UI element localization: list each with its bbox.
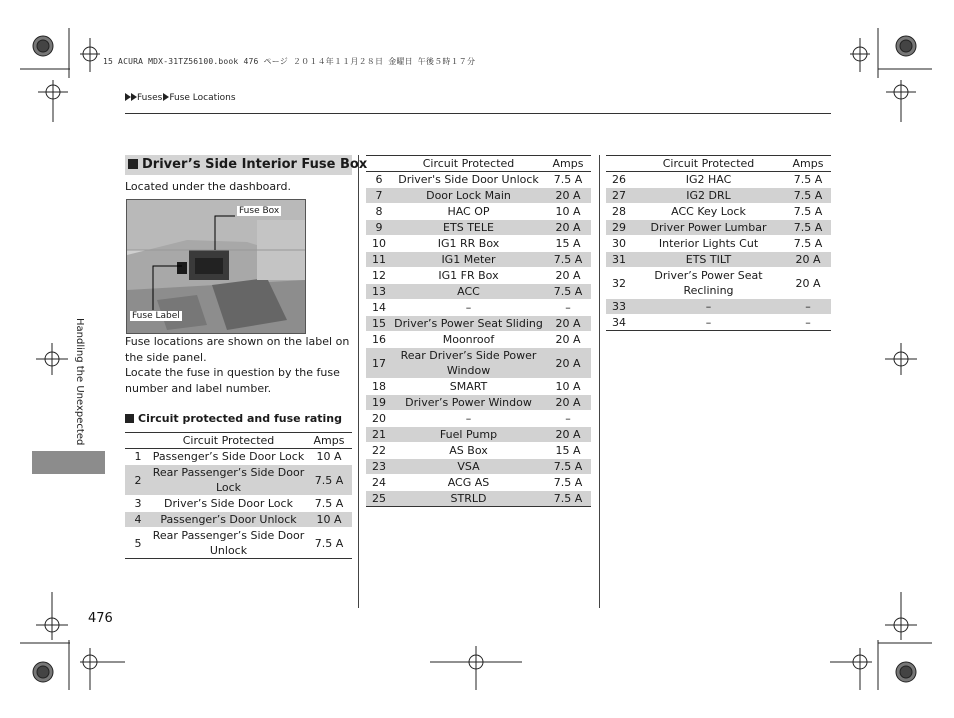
fuse-row <box>125 512 352 528</box>
fuse-amps: 7.5 A <box>785 236 831 252</box>
fuse-row <box>606 236 831 252</box>
fuse-amps: 20 A <box>545 332 591 348</box>
fuse-circuit: ACC <box>392 284 545 300</box>
fuse-number: 3 <box>125 496 151 512</box>
fuse-row <box>125 465 352 496</box>
fuse-circuit: IG1 Meter <box>392 252 545 268</box>
fuse-row <box>125 449 352 465</box>
fuse-row <box>606 172 831 188</box>
fuse-row <box>366 332 591 348</box>
fuse-amps: 7.5 A <box>545 459 591 475</box>
square-bullet-icon <box>128 159 138 169</box>
fuse-row <box>366 379 591 395</box>
fuse-table-3 <box>606 155 831 331</box>
fuse-circuit: Rear Passenger’s Side Door Lock <box>152 466 305 494</box>
fuse-circuit: Interior Lights Cut <box>632 236 785 252</box>
fuse-row <box>366 475 591 491</box>
fuse-table-1 <box>125 432 352 559</box>
fuse-amps: 20 A <box>545 268 591 284</box>
fuse-number: 12 <box>366 268 392 284</box>
fuse-amps: 20 A <box>545 316 591 332</box>
fuse-number: 26 <box>606 172 632 188</box>
col-number <box>125 433 151 449</box>
fuse-circuit: – <box>632 315 785 331</box>
fuse-number: 7 <box>366 188 392 204</box>
fuse-row <box>606 204 831 220</box>
fuse-row <box>366 172 591 188</box>
page-number: 476 <box>88 611 113 626</box>
breadcrumb-item-fuse-locations[interactable]: Fuse Locations <box>169 93 236 103</box>
fuse-amps: 7.5 A <box>785 188 831 204</box>
fuse-circuit: Moonroof <box>392 332 545 348</box>
fuse-amps: 7.5 A <box>545 252 591 268</box>
fuse-row <box>366 459 591 475</box>
fuse-circuit: IG1 RR Box <box>392 236 545 252</box>
fuse-amps: 10 A <box>545 204 591 220</box>
fuse-amps: 7.5 A <box>306 465 352 496</box>
fuse-circuit: Fuel Pump <box>392 427 545 443</box>
subheading: Circuit protected and fuse rating <box>125 412 342 425</box>
fuse-circuit: – <box>392 411 545 427</box>
fuse-row <box>366 316 591 332</box>
fuse-circuit: Door Lock Main <box>392 188 545 204</box>
fuse-box-photo <box>126 199 306 334</box>
fuse-row <box>366 395 591 411</box>
fuse-row <box>366 491 591 507</box>
fuse-number: 13 <box>366 284 392 300</box>
fuse-number: 33 <box>606 299 632 315</box>
fuse-number: 17 <box>366 348 392 379</box>
col-number <box>366 156 392 172</box>
fuse-circuit: STRLD <box>392 491 545 507</box>
col-circuit: Circuit Protected <box>151 433 306 449</box>
col-circuit: Circuit Protected <box>632 156 785 172</box>
fuse-circuit: Rear Passenger’s Side Door Unlock <box>152 529 305 557</box>
fuse-amps: – <box>545 300 591 316</box>
fuse-row <box>606 268 831 299</box>
fuse-number: 9 <box>366 220 392 236</box>
fuse-circuit: IG1 FR Box <box>392 268 545 284</box>
fuse-box-callout: Fuse Box <box>239 206 280 216</box>
chapter-tab[interactable] <box>32 451 105 474</box>
fuse-table-2 <box>366 155 591 507</box>
fuse-amps: 20 A <box>785 268 831 299</box>
fuse-circuit: Driver’s Power Seat Sliding <box>392 316 545 332</box>
fuse-circuit: ETS TILT <box>632 252 785 268</box>
fuse-number: 1 <box>125 449 151 465</box>
fuse-row <box>366 188 591 204</box>
fuse-row <box>366 427 591 443</box>
fuse-number: 34 <box>606 315 632 331</box>
fuse-number: 14 <box>366 300 392 316</box>
fuse-number: 20 <box>366 411 392 427</box>
fuse-number: 19 <box>366 395 392 411</box>
fuse-row <box>606 188 831 204</box>
fuse-amps: – <box>545 411 591 427</box>
header-rule <box>125 113 831 114</box>
fuse-number: 29 <box>606 220 632 236</box>
fuse-circuit: Driver's Side Door Unlock <box>392 172 545 188</box>
fuse-row <box>366 236 591 252</box>
fuse-circuit: AS Box <box>392 443 545 459</box>
column-divider <box>599 155 600 608</box>
fuse-number: 8 <box>366 204 392 220</box>
col-number <box>606 156 632 172</box>
fuse-number: 28 <box>606 204 632 220</box>
fuse-amps: 7.5 A <box>785 220 831 236</box>
fuse-circuit: ETS TELE <box>392 220 545 236</box>
fuse-circuit: Driver’s Side Door Lock <box>151 496 306 512</box>
fuse-circuit: SMART <box>392 379 545 395</box>
fuse-amps: 7.5 A <box>785 172 831 188</box>
paragraph-locate-fuse: Locate the fuse in question by the fuse number and label number. <box>125 366 340 395</box>
fuse-amps: – <box>785 315 831 331</box>
fuse-row <box>606 220 831 236</box>
section-title: Driver’s Side Interior Fuse Box <box>125 155 352 175</box>
fuse-number: 27 <box>606 188 632 204</box>
fuse-amps: 7.5 A <box>545 491 591 507</box>
fuse-number: 32 <box>606 268 632 299</box>
column-divider <box>358 155 359 608</box>
fuse-row <box>606 252 831 268</box>
fuse-circuit: Rear Driver’s Side Power Window <box>392 348 545 379</box>
fuse-circuit: – <box>632 299 785 315</box>
fuse-amps: – <box>785 299 831 315</box>
fuse-row <box>366 348 591 379</box>
fuse-amps: 7.5 A <box>306 528 352 559</box>
fuse-amps: 10 A <box>306 449 352 465</box>
fuse-amps: 10 A <box>545 379 591 395</box>
chapter-side-label: Handling the Unexpected <box>74 318 85 446</box>
col-amps: Amps <box>306 433 352 449</box>
fuse-circuit: Driver’s Power Seat Reclining <box>632 268 785 299</box>
fuse-row <box>366 443 591 459</box>
fuse-number: 5 <box>125 528 151 559</box>
breadcrumb <box>125 93 236 103</box>
fuse-amps: 20 A <box>545 348 591 379</box>
fuse-amps: 15 A <box>545 443 591 459</box>
fuse-row <box>125 528 352 559</box>
location-text: Located under the dashboard. <box>125 180 291 193</box>
fuse-number: 18 <box>366 379 392 395</box>
fuse-amps: 20 A <box>785 252 831 268</box>
fuse-circuit: VSA <box>392 459 545 475</box>
fuse-amps: 10 A <box>306 512 352 528</box>
paragraph-label-location: Fuse locations are shown on the label on the side panel. <box>125 335 350 364</box>
fuse-row <box>366 268 591 284</box>
fuse-circuit: IG2 HAC <box>632 172 785 188</box>
fuse-amps: 15 A <box>545 236 591 252</box>
fuse-row <box>366 300 591 316</box>
fuse-row <box>366 252 591 268</box>
fuse-number: 24 <box>366 475 392 491</box>
fuse-amps: 20 A <box>545 188 591 204</box>
fuse-row <box>366 411 591 427</box>
fuse-number: 15 <box>366 316 392 332</box>
print-header: 15 ACURA MDX-31TZ56100.book 476 ページ ２０１４年１１月２８日 金曜日 午後５時１７分 <box>103 57 476 66</box>
fuse-amps: 7.5 A <box>545 284 591 300</box>
fuse-number: 6 <box>366 172 392 188</box>
breadcrumb-item-fuses[interactable]: Fuses <box>137 93 163 103</box>
square-bullet-icon <box>125 414 134 423</box>
fuse-row <box>606 299 831 315</box>
fuse-row <box>125 496 352 512</box>
fuse-number: 31 <box>606 252 632 268</box>
fuse-number: 4 <box>125 512 151 528</box>
fuse-amps: 20 A <box>545 220 591 236</box>
fuse-label-callout: Fuse Label <box>132 311 180 321</box>
fuse-circuit: Driver’s Power Window <box>392 395 545 411</box>
fuse-number: 11 <box>366 252 392 268</box>
fuse-circuit: Passenger’s Door Unlock <box>151 512 306 528</box>
col-amps: Amps <box>545 156 591 172</box>
fuse-number: 10 <box>366 236 392 252</box>
fuse-circuit: Passenger’s Side Door Lock <box>152 450 305 463</box>
fuse-amps: 7.5 A <box>785 204 831 220</box>
fuse-number: 22 <box>366 443 392 459</box>
fuse-circuit: HAC OP <box>392 204 545 220</box>
fuse-number: 16 <box>366 332 392 348</box>
col-circuit: Circuit Protected <box>392 156 545 172</box>
fuse-number: 21 <box>366 427 392 443</box>
fuse-circuit: IG2 DRL <box>632 188 785 204</box>
fuse-row <box>366 220 591 236</box>
fuse-circuit: – <box>392 300 545 316</box>
fuse-circuit: Driver Power Lumbar <box>632 220 785 236</box>
fuse-number: 25 <box>366 491 392 507</box>
fuse-amps: 7.5 A <box>545 475 591 491</box>
fuse-number: 30 <box>606 236 632 252</box>
fuse-amps: 20 A <box>545 427 591 443</box>
fuse-amps: 20 A <box>545 395 591 411</box>
fuse-row <box>606 315 831 331</box>
fuse-row <box>366 204 591 220</box>
fuse-circuit: ACC Key Lock <box>632 204 785 220</box>
fuse-amps: 7.5 A <box>306 496 352 512</box>
fuse-number: 2 <box>125 465 151 496</box>
fuse-row <box>366 284 591 300</box>
fuse-number: 23 <box>366 459 392 475</box>
fuse-circuit: ACG AS <box>392 475 545 491</box>
fuse-amps: 7.5 A <box>545 172 591 188</box>
col-amps: Amps <box>785 156 831 172</box>
